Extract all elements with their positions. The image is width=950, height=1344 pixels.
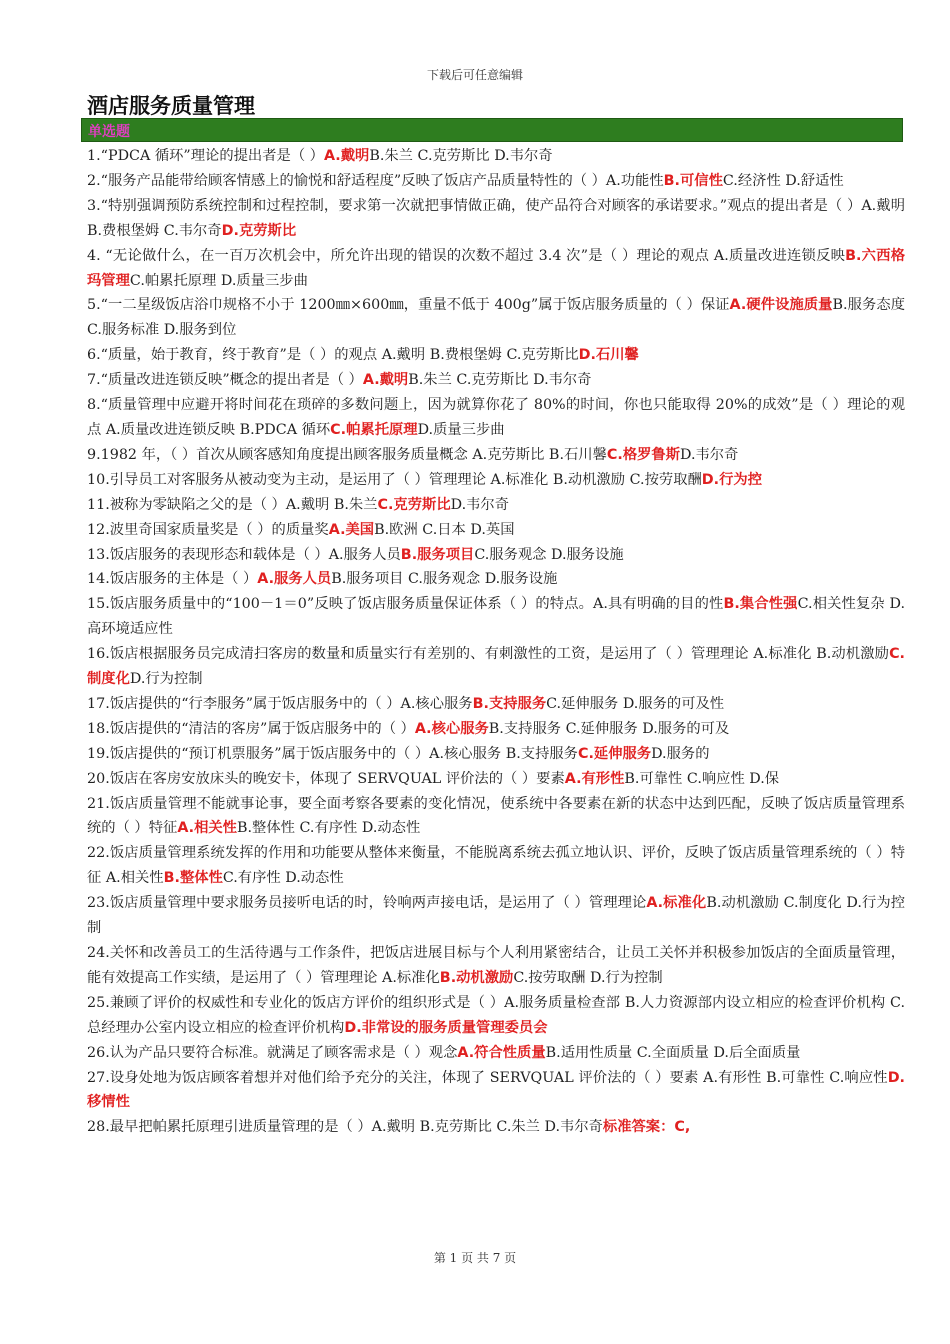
- question-list: [87, 144, 905, 1140]
- page-footer: 第 1 页 共 7 页: [433, 1251, 517, 1265]
- question-item: [87, 717, 905, 742]
- answer-highlight: A.标准化: [646, 895, 707, 912]
- question-options-rest: B.欧洲 C.日本 D.英国: [374, 521, 515, 538]
- question-options-rest: B.支持服务 C.延伸服务 D.服务的可及: [488, 720, 730, 737]
- question-options-rest: D.质量三步曲: [417, 421, 505, 438]
- document-title: 酒店服务质量管理: [87, 94, 255, 118]
- question-text: 18.饭店提供的“清洁的客房”属于饭店服务中的（ ）: [87, 720, 415, 737]
- answer-highlight: C.制度化: [87, 646, 905, 688]
- header-note: 下载后可任意编辑: [426, 68, 523, 82]
- section-bar: [81, 118, 903, 142]
- question-options-rest: C.延伸服务 D.服务的可及性: [546, 695, 725, 712]
- answer-highlight: A.符合性质量: [457, 1044, 546, 1061]
- question-item: [87, 767, 905, 792]
- question-item: [87, 592, 905, 642]
- question-options-rest: B.整体性 C.有序性 D.动态性: [236, 820, 421, 837]
- question-text: 28.最早把帕累托原理引进质量管理的是（ ）A.戴明 B.克劳斯比 C.朱兰 D.韦尔奇: [87, 1119, 603, 1136]
- question-text: 7.“质量改进连锁反映”概念的提出者是（ ）: [87, 372, 363, 389]
- answer-highlight: A.硬件设施质量: [729, 297, 833, 314]
- answer-highlight: B.集合性强: [723, 596, 798, 613]
- question-options-rest: B.可靠性 C.响应性 D.保: [624, 770, 780, 787]
- question-text: 10.引导员工对客服务从被动变为主动，是运用了（ ）管理理论 A.标准化 B.动机激励 C.按劳取酬: [87, 471, 702, 488]
- question-text: 13.饭店服务的表现形态和载体是（ ）A.服务人员: [87, 546, 401, 563]
- question-options-rest: B.服务态度 C.服务标准 D.服务到位: [87, 297, 905, 339]
- question-item: [87, 891, 905, 941]
- question-text: 26.认为产品只要符合标准。就满足了顾客需求是（ ）观念: [87, 1044, 458, 1061]
- question-options-rest: D.韦尔奇: [680, 446, 739, 463]
- question-item: [87, 841, 905, 891]
- question-item: [87, 368, 905, 393]
- question-item: [87, 543, 905, 568]
- question-item: [87, 493, 905, 518]
- question-text: 17.饭店提供的“行李服务”属于饭店服务中的（ ）A.核心服务: [87, 695, 473, 712]
- question-item: [87, 244, 905, 294]
- answer-highlight: D.克劳斯比: [221, 222, 297, 239]
- question-text: 12.波里奇国家质量奖是（ ）的质量奖: [87, 521, 329, 538]
- question-item: [87, 742, 905, 767]
- question-text: 23.饭店质量管理中要求服务员接听电话的时，铃响两声接电话，是运用了（ ）管理理论: [87, 895, 647, 912]
- question-item: [87, 343, 905, 368]
- question-item: [87, 1115, 905, 1140]
- question-text: 16.饭店根据服务员完成清扫客房的数量和质量实行有差别的、有刺激性的工资，是运用了（ ）管理理论 A.标准化 B.动机激励: [87, 646, 890, 663]
- answer-highlight: D.石川馨: [578, 347, 639, 364]
- question-item: [87, 518, 905, 543]
- answer-highlight: C.帕累托原理: [330, 421, 418, 438]
- question-options-rest: D.行为控制: [129, 671, 203, 688]
- answer-highlight: D.非常设的服务质量管理委员会: [344, 1019, 548, 1036]
- question-text: 5.“一二星级饭店浴巾规格不小于 1200㎜×600㎜，重量不低于 400g”属于饭店服务质量的（ ）保证: [87, 297, 730, 314]
- question-text: 11.被称为零缺陷之父的是（ ）A.戴明 B.朱兰: [87, 496, 378, 513]
- question-item: [87, 941, 905, 991]
- answer-highlight: A.戴明: [362, 372, 409, 389]
- question-options-rest: D.服务的: [651, 745, 710, 762]
- question-text: 9.1982 年，（ ）首次从顾客感知角度提出顾客服务质量概念 A.克劳斯比 B.石川馨: [87, 446, 607, 463]
- answer-highlight: A.核心服务: [414, 720, 489, 737]
- question-text: 8.“质量管理中应避开将时间花在琐碎的多数问题上，因为就算你花了 80%的时间，你也只能取得 20%的成效”是（ ）理论的观点 A.质量改进连锁反映 B.PDCA 循环: [87, 397, 905, 438]
- answer-highlight: B.支持服务: [472, 695, 547, 712]
- question-item: [87, 169, 905, 194]
- question-options-rest: C.相关性复杂 D.高环境适应性: [87, 596, 906, 638]
- question-text: 25.兼顾了评价的权威性和专业化的饭店方评价的组织形式是（ ）A.服务质量检查部 B.人力资源部内设立相应的检查评价机构 C.总经理办公室内设立相应的检查评价机构: [87, 994, 905, 1036]
- answer-highlight: B.动机激励: [439, 969, 514, 986]
- question-text: 21.饭店质量管理不能就事论事，要全面考察各要素的变化情况，使系统中各要素在新的状态中达到匹配，反映了饭店质量管理系统的（ ）特征: [87, 795, 905, 837]
- answer-highlight: A.相关性: [177, 820, 237, 837]
- question-item: [87, 144, 905, 169]
- answer-highlight: A.服务人员: [257, 571, 332, 588]
- question-item: [87, 443, 905, 468]
- answer-highlight: 标准答案：C,: [602, 1119, 691, 1136]
- answer-highlight: C.格罗鲁斯: [606, 446, 681, 463]
- question-item: [87, 1066, 905, 1116]
- question-options-rest: C.帕累托原理 D.质量三步曲: [129, 272, 308, 289]
- answer-highlight: B.整体性: [163, 870, 223, 887]
- question-text: 24.关怀和改善员工的生活待遇与工作条件，把饭店进展目标与个人利用紧密结合，让员工关怀并积极参加饭店的全面质量管理，能有效提高工作实绩，是运用了（ ）管理理论 A.标准化: [87, 945, 905, 986]
- answer-highlight: B.可信性: [663, 172, 723, 189]
- question-item: [87, 194, 905, 244]
- question-options-rest: B.朱兰 C.克劳斯比 D.韦尔奇: [369, 148, 553, 164]
- question-options-rest: C.服务观念 D.服务设施: [474, 546, 624, 563]
- question-options-rest: B.服务项目 C.服务观念 D.服务设施: [331, 571, 558, 588]
- question-text: 4. “无论做什么，在一百万次机会中，所允许出现的错误的次数不超过 3.4 次”是（ ）理论的观点 A.质量改进连锁反映: [87, 247, 846, 264]
- answer-highlight: C.延伸服务: [577, 745, 652, 762]
- answer-highlight: D.移情性: [87, 1069, 905, 1111]
- answer-highlight: B.六西格玛管理: [87, 247, 906, 289]
- question-text: 15.饭店服务质量中的“100－1＝0”反映了饭店服务质量保证体系（ ）的特点。A.具有明确的目的性: [87, 596, 724, 613]
- question-text: 2.“服务产品能带给顾客情感上的愉悦和舒适程度”反映了饭店产品质量特性的（ ）A.功能性: [87, 172, 664, 189]
- question-options-rest: B.朱兰 C.克劳斯比 D.韦尔奇: [408, 372, 592, 389]
- question-item: [87, 1041, 905, 1066]
- question-text: 22.饭店质量管理系统发挥的作用和功能要从整体来衡量，不能脱离系统去孤立地认识、评价，反映了饭店质量管理系统的（ ）特征 A.相关性: [87, 845, 905, 887]
- question-options-rest: C.有序性 D.动态性: [222, 870, 344, 887]
- question-item: [87, 468, 905, 493]
- question-text: 20.饭店在客房安放床头的晚安卡，体现了 SERVQUAL 评价法的（ ）要素: [87, 770, 565, 787]
- question-options-rest: B.适用性质量 C.全面质量 D.后全面质量: [545, 1044, 801, 1061]
- question-item: [87, 991, 905, 1041]
- question-item: [87, 393, 905, 443]
- answer-highlight: A.戴明: [323, 148, 370, 164]
- answer-highlight: A.美国: [328, 521, 375, 538]
- question-item: [87, 692, 905, 717]
- answer-highlight: D.行为控: [701, 471, 762, 488]
- question-text: 14.饭店服务的主体是（ ）: [87, 571, 258, 588]
- question-item: [87, 792, 905, 842]
- question-item: [87, 642, 905, 692]
- question-options-rest: D.韦尔奇: [450, 496, 510, 513]
- section-label: 单选题: [88, 124, 130, 140]
- question-text: 27.设身处地为饭店顾客着想并对他们给予充分的关注，体现了 SERVQUAL 评价法的（ ）要素 A.有形性 B.可靠性 C.响应性: [87, 1069, 888, 1086]
- question-item: [87, 293, 905, 343]
- question-item: [87, 567, 905, 592]
- question-text: 6.“质量，始于教育，终于教育”是（ ）的观点 A.戴明 B.费根堡姆 C.克劳斯比: [87, 347, 579, 364]
- answer-highlight: C.克劳斯比: [377, 496, 451, 513]
- answer-highlight: A.有形性: [564, 770, 625, 787]
- question-options-rest: B.动机激励 C.制度化 D.行为控制: [87, 895, 905, 937]
- question-text: 19.饭店提供的“预订机票服务”属于饭店服务中的（ ）A.核心服务 B.支持服务: [87, 745, 578, 762]
- question-text: 1.“PDCA 循环”理论的提出者是（ ）: [87, 148, 324, 164]
- question-options-rest: C.按劳取酬 D.行为控制: [513, 969, 663, 986]
- answer-highlight: B.服务项目: [400, 546, 475, 563]
- question-text: 3.“特别强调预防系统控制和过程控制，要求第一次就把事情做正确，使产品符合对顾客的承诺要求。”观点的提出者是（ ）A.戴明 B.费根堡姆 C.韦尔奇: [87, 197, 905, 239]
- question-options-rest: C.经济性 D.舒适性: [722, 172, 844, 189]
